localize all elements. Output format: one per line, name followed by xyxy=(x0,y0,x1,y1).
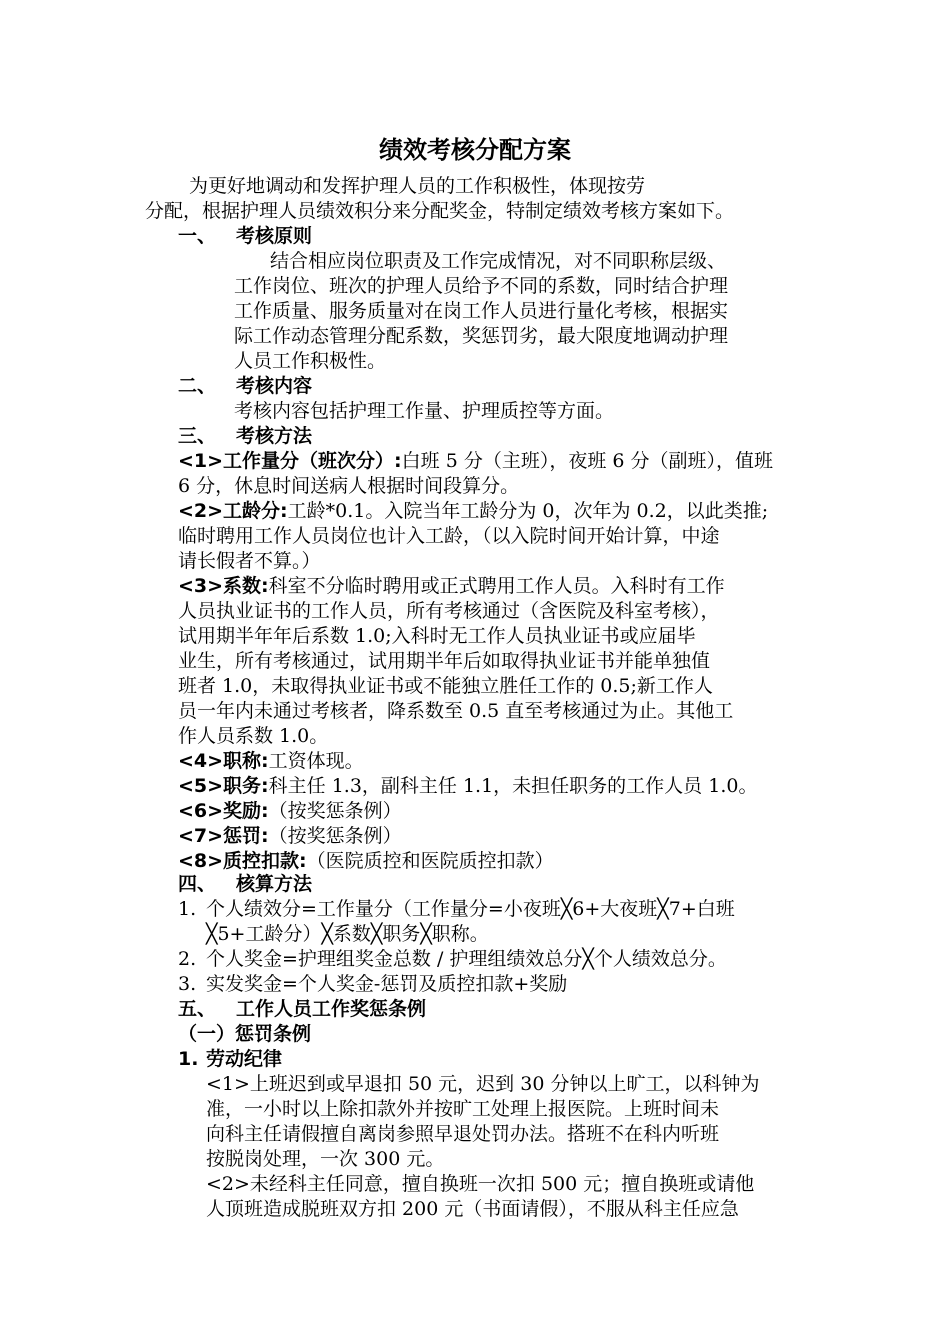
section-number: 四、 xyxy=(178,873,217,895)
body-line: 结合相应岗位职责及工作完成情况，对不同职称层级、 xyxy=(270,250,727,272)
method-item: <2>工龄分:工龄*0.1。入院当年工龄分为 0，次年为 0.2，以此类推; xyxy=(178,500,769,522)
body-line: 工作质量、服务质量对在岗工作人员进行量化考核，根据实 xyxy=(234,300,729,322)
method-item: <1>工作量分（班次分）:白班 5 分（主班），夜班 6 分（副班），值班 xyxy=(178,450,774,472)
method-item-cont: 人员执业证书的工作人员，所有考核通过（含医院及科室考核）， xyxy=(178,600,720,622)
list-item: 2. 个人奖金=护理组奖金总数 / 护理组绩效总分╳个人绩效总分。 xyxy=(178,948,727,970)
section-content xyxy=(178,374,838,424)
subsection-heading: （一）惩罚条例 xyxy=(178,1023,312,1045)
method-item-cont: 作人员系数 1.0。 xyxy=(178,725,329,747)
section-number: 五、 xyxy=(178,998,217,1020)
list-item: 3. 实发奖金=个人奖金-惩罚及质控扣款+奖励 xyxy=(178,973,568,995)
section-number: 一、 xyxy=(178,225,217,247)
section-heading xyxy=(178,374,838,399)
section-title: 考核内容 xyxy=(236,375,313,397)
method-item-cont: 业生，所有考核通过，试用期半年后如取得执业证书并能单独值 xyxy=(178,650,711,672)
method-item-cont: 班者 1.0，未取得执业证书或不能独立胜任工作的 0.5;新工作人 xyxy=(178,675,713,697)
method-item: <4>职称:工资体现。 xyxy=(178,750,364,772)
intro-line: 为更好地调动和发挥护理人员的工作积极性，体现按劳 xyxy=(189,175,646,197)
section-title: 考核方法 xyxy=(236,425,313,447)
body-line: 工作岗位、班次的护理人员给予不同的系数，同时结合护理 xyxy=(234,275,729,297)
method-item-cont: 员一年内未通过考核者，降系数至 0.5 直至考核通过为止。其他工 xyxy=(178,700,734,722)
method-item: <7>惩罚:（按奖惩条例） xyxy=(178,825,402,847)
section-methods xyxy=(178,424,838,874)
method-item: <6>奖励:（按奖惩条例） xyxy=(178,800,402,822)
section-accounting xyxy=(178,872,838,997)
intro-paragraph xyxy=(145,174,825,224)
section-title: 工作人员工作奖惩条例 xyxy=(236,998,427,1020)
intro-line: 分配，根据护理人员绩效积分来分配奖金，特制定绩效考核方案如下。 xyxy=(145,200,735,222)
method-item-cont: 试用期半年年后系数 1.0;入科时无工作人员执业证书或应届毕 xyxy=(178,625,696,647)
section-title: 核算方法 xyxy=(236,873,313,895)
section-heading xyxy=(178,872,838,897)
subsection-item-heading: 1. 劳动纪律 xyxy=(178,1048,283,1070)
section-heading xyxy=(178,424,838,449)
section-body: 考核内容包括护理工作量、护理质控等方面。 xyxy=(234,400,615,422)
method-item: <3>系数:科室不分临时聘用或正式聘用工作人员。入科时有工作 xyxy=(178,575,725,597)
section-number: 二、 xyxy=(178,375,217,397)
method-item: <5>职务:科主任 1.3，副科主任 1.1，未担任职务的工作人员 1.0。 xyxy=(178,775,758,797)
section-heading xyxy=(178,224,838,249)
section-rewards xyxy=(178,997,838,1222)
method-item-cont: 临时聘用工作人员岗位也计入工龄，（以入院时间开始计算，中途 xyxy=(178,525,720,547)
section-number: 三、 xyxy=(178,425,217,447)
discipline-paragraph: <1>上班迟到或早退扣 50 元，迟到 30 分钟以上旷工，以科钟为 准，一小时以上除扣款外并按旷工处理上报医院。上班时间未 向科主任请假擅自离岗参照早退处罚办法。搭班不在科内听班 按脱岗处理，一次 300 元。 xyxy=(206,1073,760,1170)
method-item-cont: 6 分，休息时间送病人根据时间段算分。 xyxy=(178,475,520,497)
method-item-cont: 请长假者不算。） xyxy=(178,550,321,572)
method-item: <8>质控扣款:（医院质控和医院质控扣款） xyxy=(178,850,554,872)
page-title: 绩效考核分配方案 xyxy=(379,136,571,164)
body-line: 人员工作积极性。 xyxy=(234,350,387,372)
section-principles xyxy=(178,224,838,374)
section-title: 考核原则 xyxy=(236,225,313,247)
section-heading xyxy=(178,997,838,1022)
list-item: 1. 个人绩效分=工作量分（工作量分=小夜班╳6+大夜班╳7+白班 ╳5+工龄分）╳系数╳职务╳职称。 xyxy=(178,898,735,945)
body-line: 际工作动态管理分配系数，奖惩罚劣，最大限度地调动护理 xyxy=(234,325,729,347)
discipline-paragraph: <2>未经科主任同意，擅自换班一次扣 500 元；擅自换班或请他 人顶班造成脱班双方扣 200 元（书面请假），不服从科主任应急 xyxy=(206,1173,755,1220)
section-body xyxy=(178,249,838,374)
